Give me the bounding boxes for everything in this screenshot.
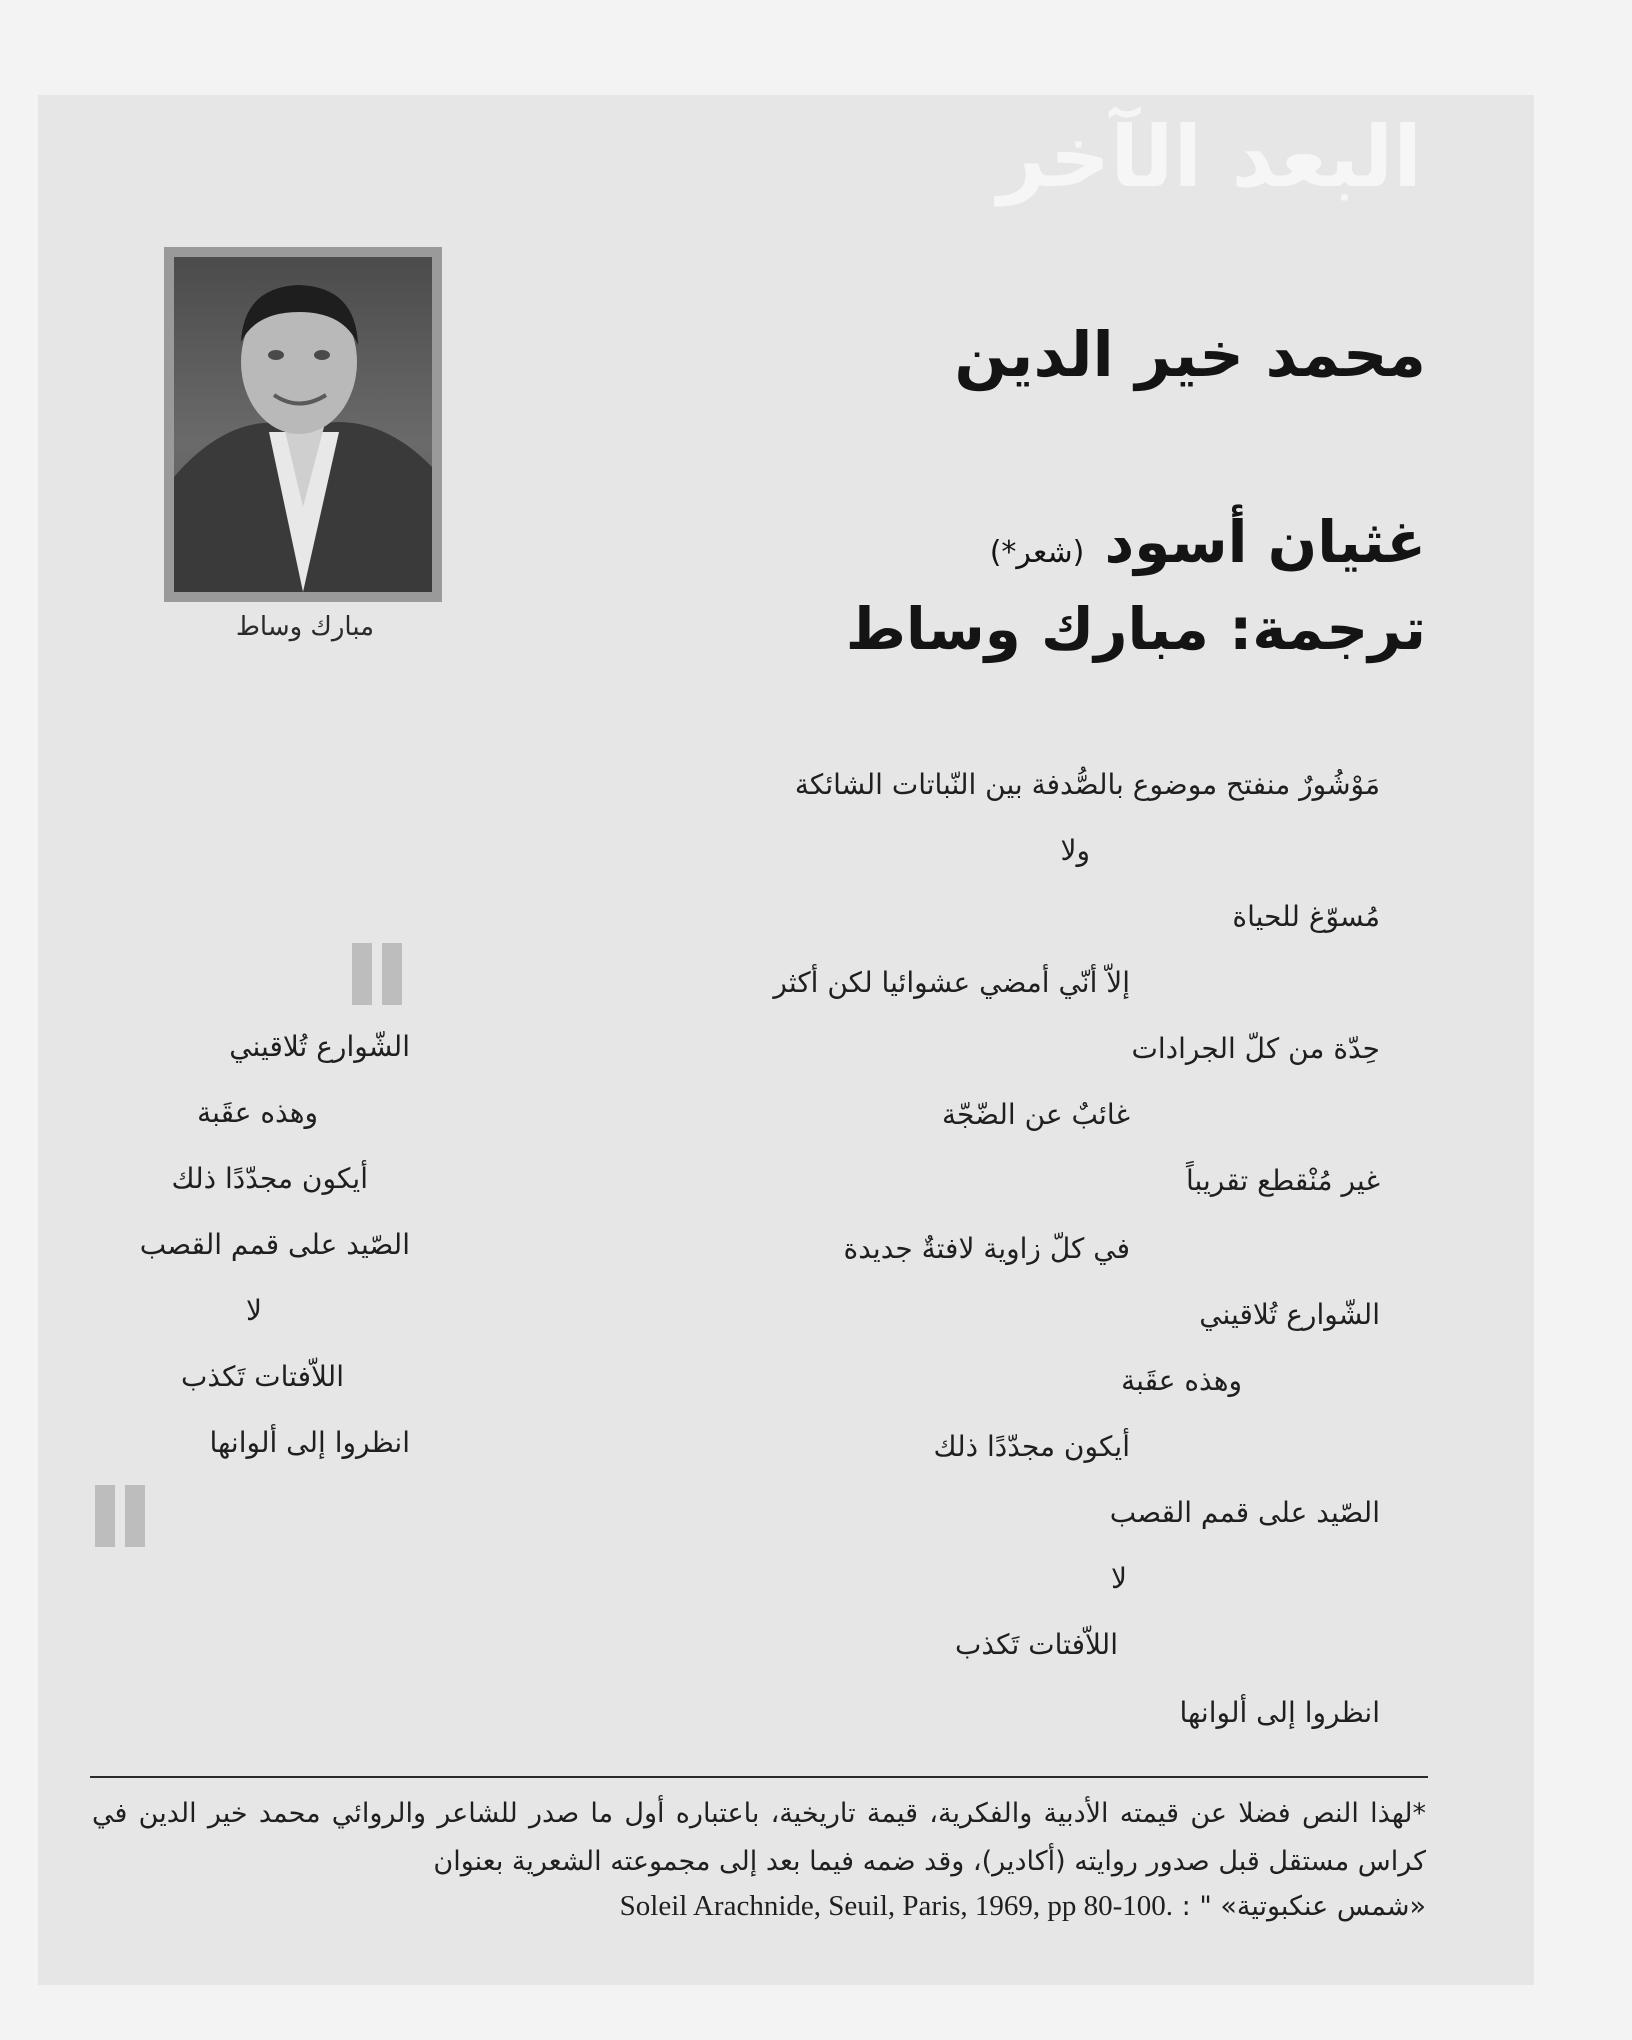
side-line: لا [246, 1294, 262, 1327]
poem-line: غير مُنْقطع تقريباً [1185, 1164, 1380, 1197]
poem-title [990, 508, 1426, 576]
footnote-latin-reference: Soleil Arachnide, Seuil, Paris, 1969, pp 80-100. [619, 1890, 1174, 1922]
author-name: محمد خير الدين [954, 318, 1426, 391]
poem-line: حِدّة من كلّ الجرادات [1131, 1032, 1380, 1065]
footnote-text: *لهذا النص فضلا عن قيمته الأدبية والفكرية، قيمة تاريخية، باعتباره أول ما صدر للشاعر والروائي محمد خير الدين في كراس مستقل قبل صدور روايته (أكادير)، وقد ضمه فيما بعد إلى مجموعته الشعرية بعنوان [92, 1798, 1426, 1877]
poem-line: إلاّ أنّي أمضي عشوائيا لكن أكثر [773, 966, 1130, 999]
quote-mark-top [352, 943, 402, 1005]
footnote-reference [620, 1890, 1426, 1923]
poem-line: غائبٌ عن الضّجّة [942, 1098, 1130, 1131]
poem-line: ولا [1060, 834, 1090, 867]
poem-line: مُسوّغ للحياة [1232, 900, 1380, 933]
photo-portrait [174, 257, 432, 592]
poem-line: انظروا إلى ألوانها [1179, 1696, 1380, 1729]
side-line: وهذه عقَبة [197, 1096, 318, 1129]
footnote-divider [90, 1776, 1428, 1778]
poem-genre: (شعر*) [989, 535, 1085, 570]
section-header: البعد الآخر [997, 108, 1422, 206]
author-photo [164, 247, 442, 602]
poem-title-text: غثيان أسود [1104, 508, 1426, 576]
photo-caption: مبارك وساط [235, 612, 375, 642]
poem-line: لا [1111, 1562, 1127, 1595]
side-line: الصّيد على قمم القصب [139, 1228, 410, 1261]
poem-line: مَوْشُورٌ منفتح موضوع بالصُّدفة بين النّباتات الشائكة [794, 768, 1380, 801]
side-line: الشّوارع تُلاقيني [229, 1030, 410, 1063]
portrait-illustration [174, 257, 432, 592]
quote-mark-bottom [95, 1485, 145, 1547]
side-line: أيكون مجدّدًا ذلك [171, 1162, 368, 1195]
poem-line: أيكون مجدّدًا ذلك [933, 1430, 1130, 1463]
poem-line: الصّيد على قمم القصب [1109, 1496, 1380, 1529]
poem-line: وهذه عقَبة [1121, 1364, 1242, 1397]
footnote-arabic-title: «شمس عنكبوتية» " : [1181, 1891, 1426, 1922]
side-line: انظروا إلى ألوانها [209, 1426, 410, 1459]
poem-line: الشّوارع تُلاقيني [1199, 1298, 1380, 1331]
side-line: اللاّفتات تَكذب [181, 1360, 344, 1393]
poem-line: في كلّ زاوية لافتةٌ جديدة [843, 1232, 1130, 1265]
poem-line: اللاّفتات تَكذب [955, 1628, 1118, 1661]
translator-line: ترجمة: مبارك وساط [845, 595, 1426, 663]
